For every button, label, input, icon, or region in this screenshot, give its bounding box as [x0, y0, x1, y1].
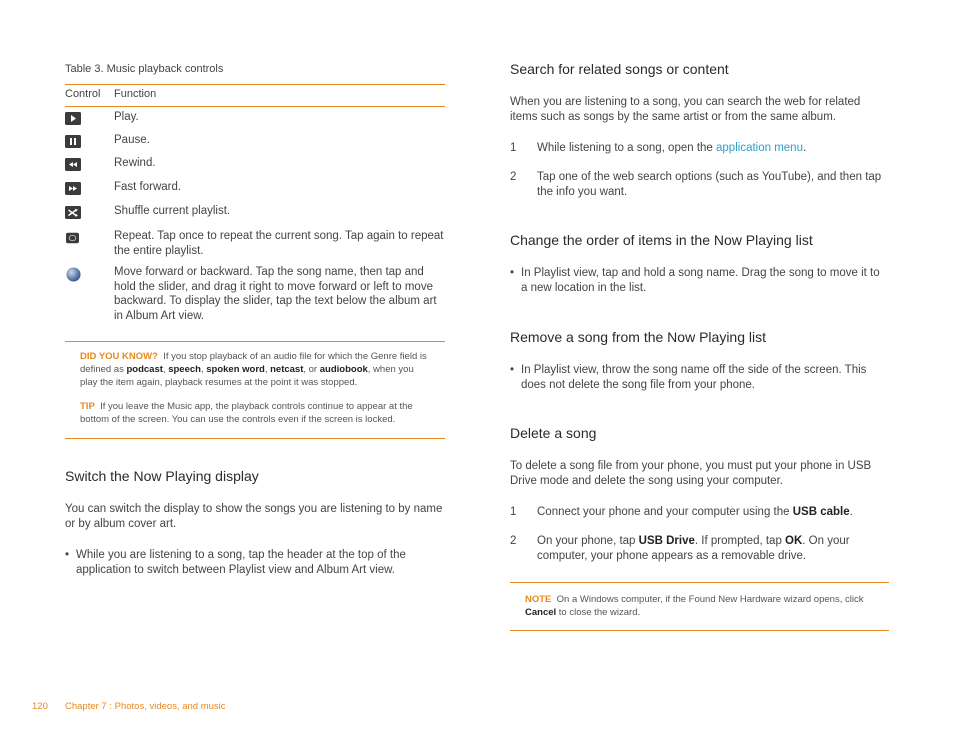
table-header-function: Function — [114, 88, 157, 100]
callout-bottom-rule — [65, 438, 445, 439]
row-function: Pause. — [114, 134, 150, 146]
slider-knob-icon — [66, 267, 81, 282]
switch-display-paragraph: You can switch the display to show the songs you are listening to by name or by album cover art. — [65, 503, 443, 530]
delete-step-1: 1 Connect your phone and your computer using the USB cable. — [510, 506, 853, 518]
search-step-2: 2 Tap one of the web search options (such as YouTube), and then tap the info you want. — [510, 171, 882, 198]
row-function: Shuffle current playlist. — [114, 205, 231, 217]
pause-icon — [65, 135, 81, 148]
table-header-control: Control — [65, 88, 101, 100]
row-function: Move forward or backward. Tap the song name, then tap and hold the slider, and drag it right to move forward or left to move backward. To display the slider, tap the text below the album art in Album Art view. — [114, 266, 437, 322]
rewind-icon — [65, 158, 81, 171]
tip-label: TIP — [80, 401, 95, 412]
table-top-rule — [65, 84, 445, 85]
callout-top-rule — [65, 341, 445, 342]
remove-song-bullet: • In Playlist view, throw the song name off the side of the screen. This does not delete the song file from your phone. — [510, 364, 867, 391]
did-you-know-label: DID YOU KNOW? — [80, 351, 158, 362]
remove-song-heading: Remove a song from the Now Playing list — [510, 329, 766, 345]
note-bottom-rule — [510, 630, 889, 631]
row-function: Rewind. — [114, 157, 156, 169]
did-you-know-callout: DID YOU KNOW? If you stop playback of an audio file for which the Genre field is defined as podcast, speech, spoken word, netcast, or audiobook, when you play the item again, playback resumes at the point it was stopped. — [80, 351, 427, 388]
play-icon — [65, 112, 81, 125]
delete-song-paragraph: To delete a song file from your phone, you must put your phone in USB Drive mode and delete the song using your computer. — [510, 460, 872, 487]
table-caption: Table 3. Music playback controls — [65, 63, 224, 75]
change-order-heading: Change the order of items in the Now Playing list — [510, 232, 813, 248]
note-callout: NOTE On a Windows computer, if the Found New Hardware wizard opens, click Cancel to close the wizard. — [525, 594, 864, 618]
search-heading: Search for related songs or content — [510, 61, 729, 77]
row-function: Repeat. Tap once to repeat the current song. Tap again to repeat the entire playlist. — [114, 230, 444, 257]
change-order-bullet: • In Playlist view, tap and hold a song name. Drag the song to move it to a new location in the list. — [510, 267, 880, 294]
delete-step-2: 2 On your phone, tap USB Drive. If prompted, tap OK. On your computer, your phone appears as a removable drive. — [510, 535, 850, 562]
switch-display-heading: Switch the Now Playing display — [65, 468, 259, 484]
repeat-icon — [66, 231, 79, 245]
tip-callout: TIP If you leave the Music app, the playback controls continue to appear at the bottom of the screen. You can use the controls even if the screen is locked. — [80, 401, 413, 425]
row-function: Play. — [114, 111, 139, 123]
search-paragraph: When you are listening to a song, you can search the web for related items such as songs by the same artist or from the same album. — [510, 96, 861, 123]
table-header-rule — [65, 106, 445, 107]
search-step-1: 1 While listening to a song, open the application menu. — [510, 142, 807, 154]
fast-forward-icon — [65, 182, 81, 195]
shuffle-icon — [65, 206, 81, 219]
application-menu-link[interactable]: application menu — [716, 142, 803, 154]
page-number: 120 — [32, 701, 48, 712]
note-top-rule — [510, 582, 889, 583]
switch-display-bullet: • While you are listening to a song, tap the header at the top of the application to switch between Playlist view and Album Art view. — [65, 549, 406, 576]
row-function: Fast forward. — [114, 181, 182, 193]
chapter-footer: Chapter 7 : Photos, videos, and music — [65, 701, 226, 712]
delete-song-heading: Delete a song — [510, 425, 597, 441]
note-label: NOTE — [525, 594, 552, 605]
